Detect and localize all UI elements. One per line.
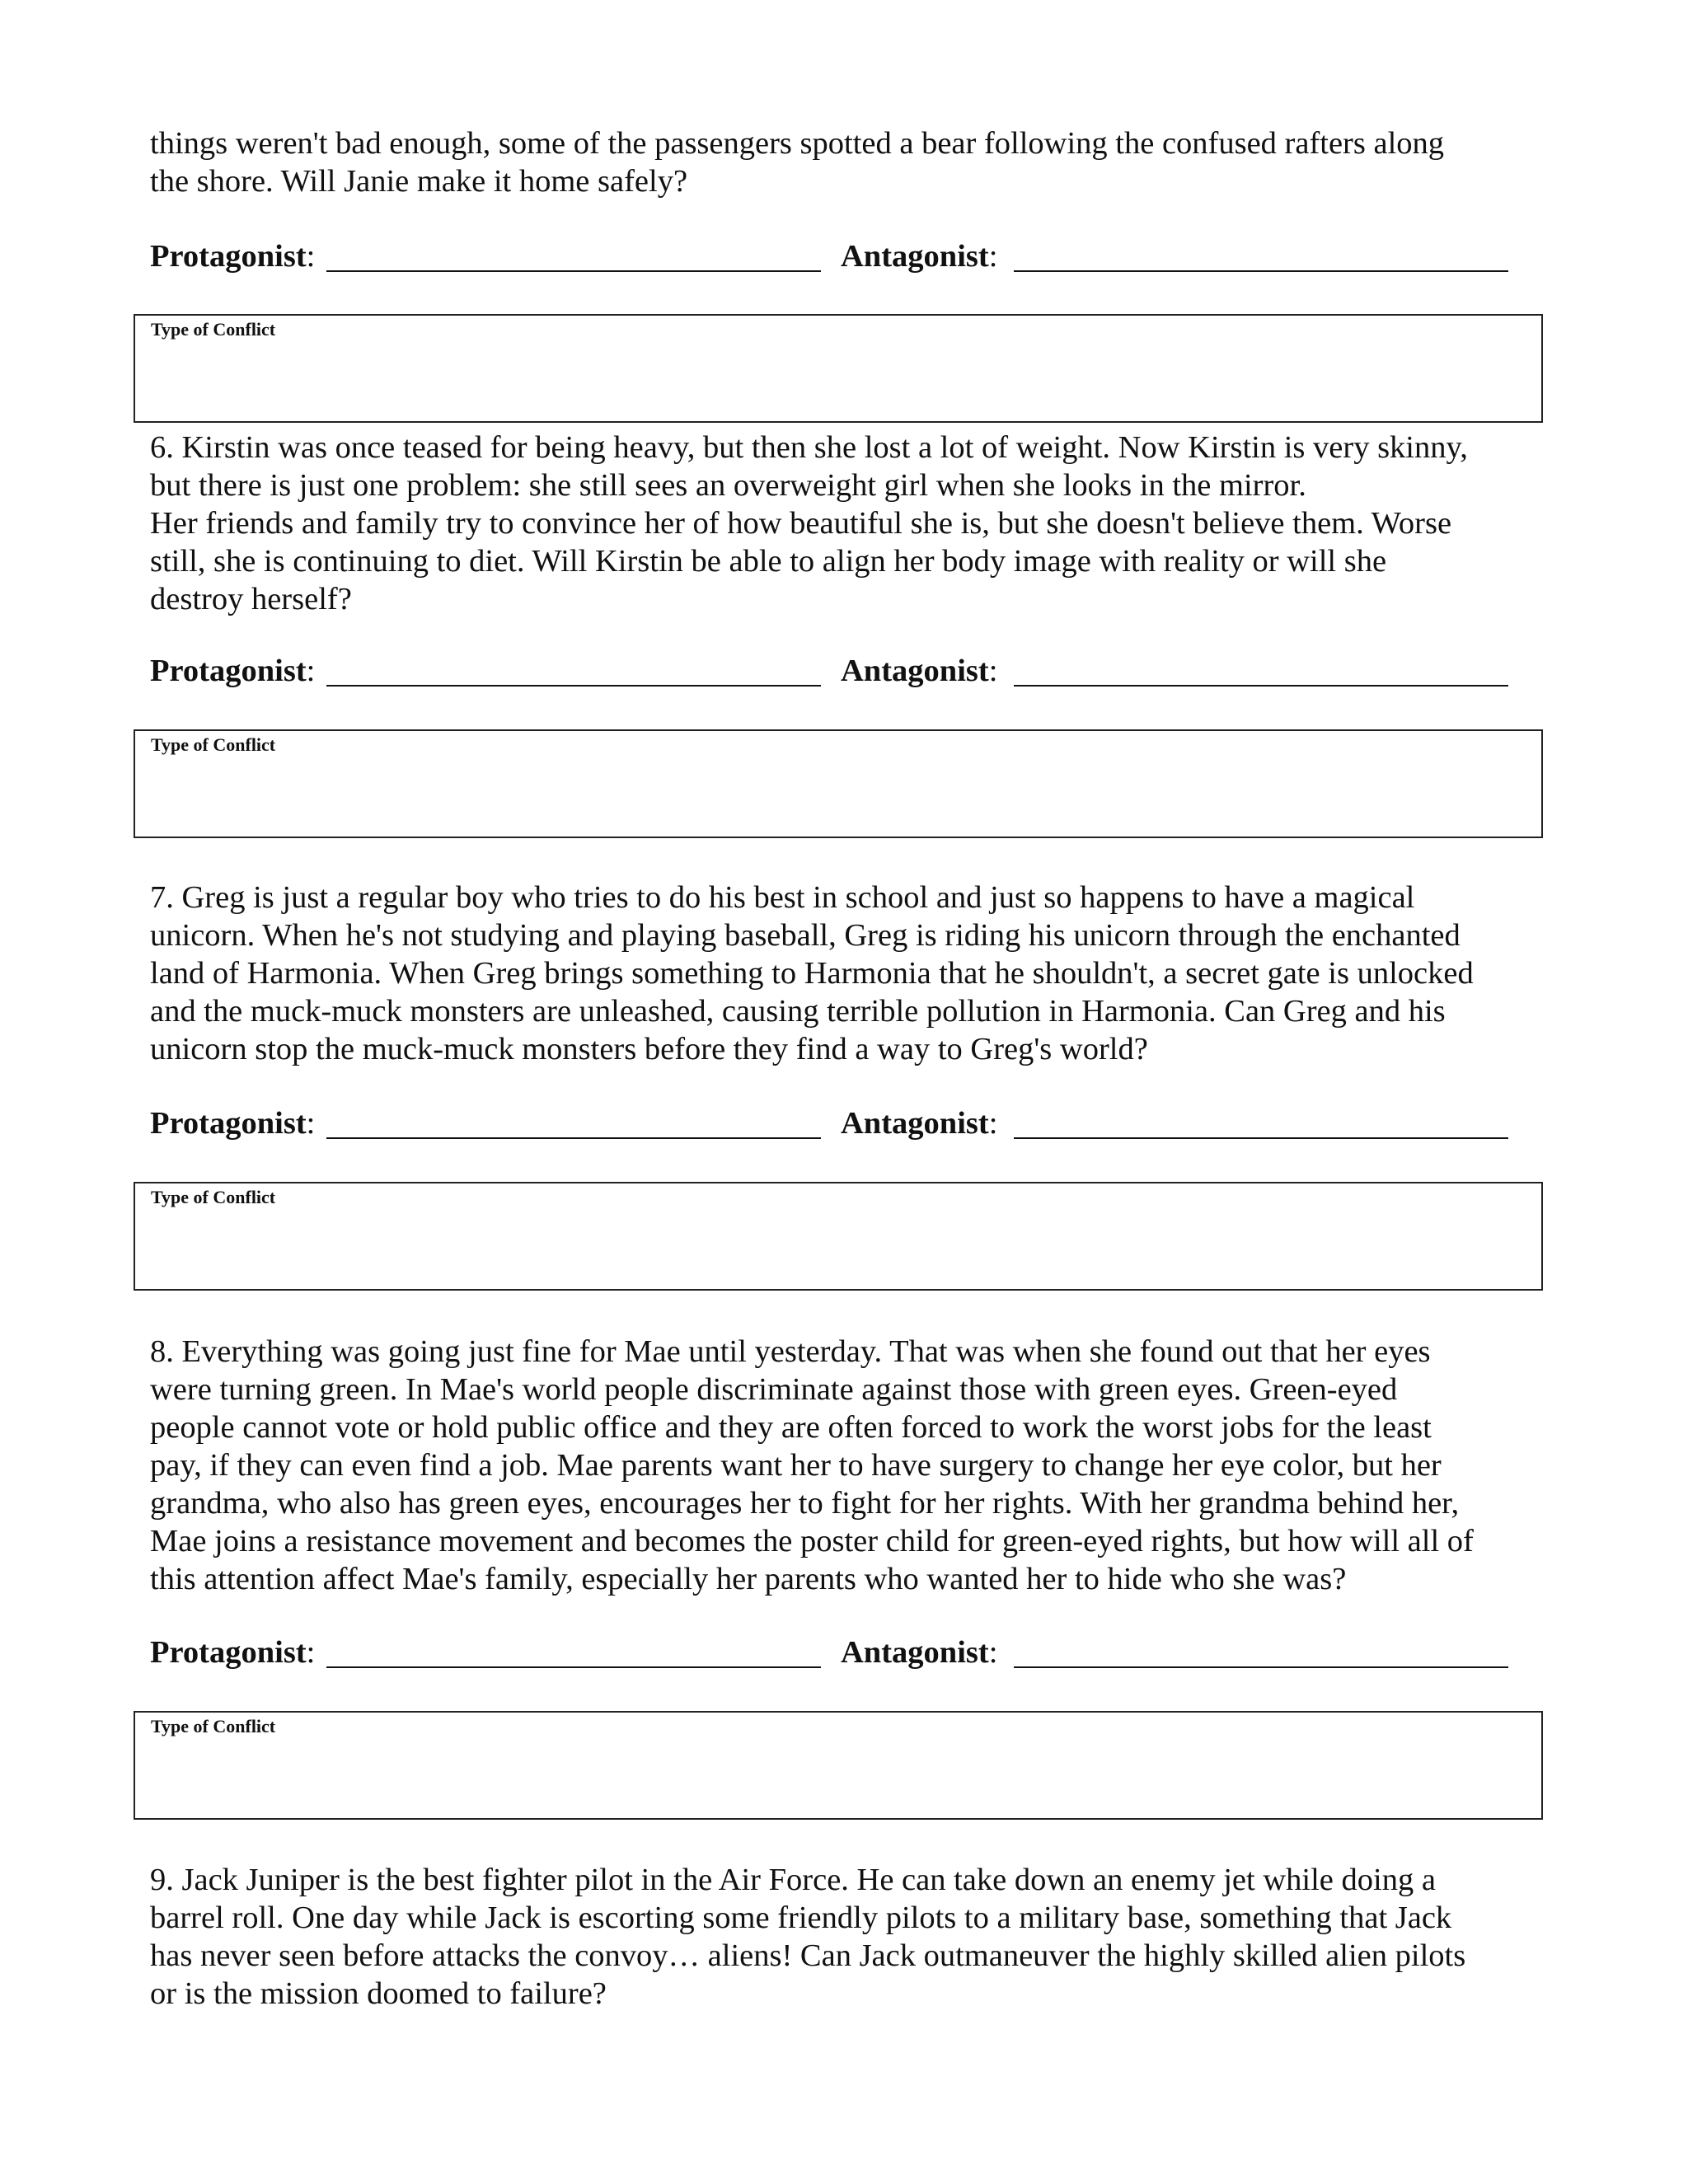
protagonist-label: Protagonist:: [150, 654, 316, 688]
protagonist-label: Protagonist:: [150, 1635, 316, 1670]
conflict-box-5[interactable]: [134, 314, 1543, 423]
conflict-box-7[interactable]: [134, 1182, 1543, 1291]
story-7: [150, 879, 1551, 1068]
conflict-box-8[interactable]: [134, 1711, 1543, 1820]
protagonist-blank[interactable]: [326, 1666, 821, 1668]
protagonist-label: Protagonist:: [150, 239, 316, 274]
story-line: barrel roll. One day while Jack is escorting some friendly pilots to a military base, something that Jack: [150, 1900, 1452, 1935]
story-line: Mae joins a resistance movement and becomes the poster child for green-eyed rights, but how will all of: [150, 1524, 1474, 1558]
protagonist-blank[interactable]: [326, 685, 821, 687]
story-8: [150, 1333, 1551, 1598]
character-row-8: [150, 1633, 1551, 1675]
story-line: destroy herself?: [150, 582, 352, 616]
story-line: unicorn. When he's not studying and playing baseball, Greg is riding his unicorn through the enchanted: [150, 918, 1461, 953]
antagonist-label: Antagonist:: [841, 1635, 998, 1670]
story-line: people cannot vote or hold public office and they are often forced to work the worst jobs for the least: [150, 1410, 1432, 1445]
story-line: but there is just one problem: she still sees an overweight girl when she looks in the mirror.: [150, 468, 1306, 503]
conflict-label: Type of Conflict: [151, 1187, 276, 1207]
story-line: 8. Everything was going just fine for Mae until yesterday. That was when she found out that her eyes: [150, 1334, 1431, 1369]
antagonist-label: Antagonist:: [841, 239, 998, 274]
antagonist-blank[interactable]: [1014, 1137, 1508, 1139]
conflict-label: Type of Conflict: [151, 1716, 276, 1736]
story-line: unicorn stop the muck-muck monsters before they find a way to Greg's world?: [150, 1032, 1148, 1066]
story-line: pay, if they can even find a job. Mae parents want her to have surgery to change her eye color, but her: [150, 1448, 1442, 1483]
story-line: still, she is continuing to diet. Will Kirstin be able to align her body image with reality or will she: [150, 544, 1387, 579]
antagonist-blank[interactable]: [1014, 1666, 1508, 1668]
story-line: 6. Kirstin was once teased for being heavy, but then she lost a lot of weight. Now Kirstin is very skinny,: [150, 430, 1468, 465]
story-line: this attention affect Mae's family, especially her parents who wanted her to hide who she was?: [150, 1562, 1347, 1596]
story-line: Her friends and family try to convince her of how beautiful she is, but she doesn't believe them. Worse: [150, 506, 1452, 541]
story-6: [150, 429, 1551, 618]
antagonist-label: Antagonist:: [841, 654, 998, 688]
story-line: grandma, who also has green eyes, encourages her to fight for her rights. With her grandma behind her,: [150, 1486, 1460, 1521]
story-line: 9. Jack Juniper is the best fighter pilot in the Air Force. He can take down an enemy jet while doing a: [150, 1863, 1436, 1897]
protagonist-blank[interactable]: [326, 1137, 821, 1139]
story-line: and the muck-muck monsters are unleashed, causing terrible pollution in Harmonia. Can Greg and his: [150, 994, 1446, 1029]
character-row-5: [150, 237, 1551, 279]
story-line: or is the mission doomed to failure?: [150, 1976, 607, 2011]
story-5-continuation: [150, 124, 1551, 200]
antagonist-blank[interactable]: [1014, 270, 1508, 272]
story-line: were turning green. In Mae's world people discriminate against those with green eyes. Green-eyed: [150, 1372, 1398, 1407]
antagonist-label: Antagonist:: [841, 1106, 998, 1141]
antagonist-blank[interactable]: [1014, 685, 1508, 687]
character-row-6: [150, 652, 1551, 693]
character-row-7: [150, 1104, 1551, 1146]
conflict-box-6[interactable]: [134, 729, 1543, 838]
protagonist-blank[interactable]: [326, 270, 821, 272]
conflict-label: Type of Conflict: [151, 734, 276, 755]
protagonist-label: Protagonist:: [150, 1106, 316, 1141]
story-line: has never seen before attacks the convoy… aliens! Can Jack outmaneuver the highly skilled alien pilots: [150, 1938, 1466, 1973]
story-line: 7. Greg is just a regular boy who tries to do his best in school and just so happens to have a magical: [150, 880, 1415, 915]
story-line: the shore. Will Janie make it home safely?: [150, 164, 688, 199]
story-9: [150, 1861, 1551, 2013]
conflict-label: Type of Conflict: [151, 319, 276, 340]
story-line: land of Harmonia. When Greg brings something to Harmonia that he shouldn't, a secret gate is unlocked: [150, 956, 1474, 991]
story-line: things weren't bad enough, some of the passengers spotted a bear following the confused rafters along: [150, 126, 1445, 161]
